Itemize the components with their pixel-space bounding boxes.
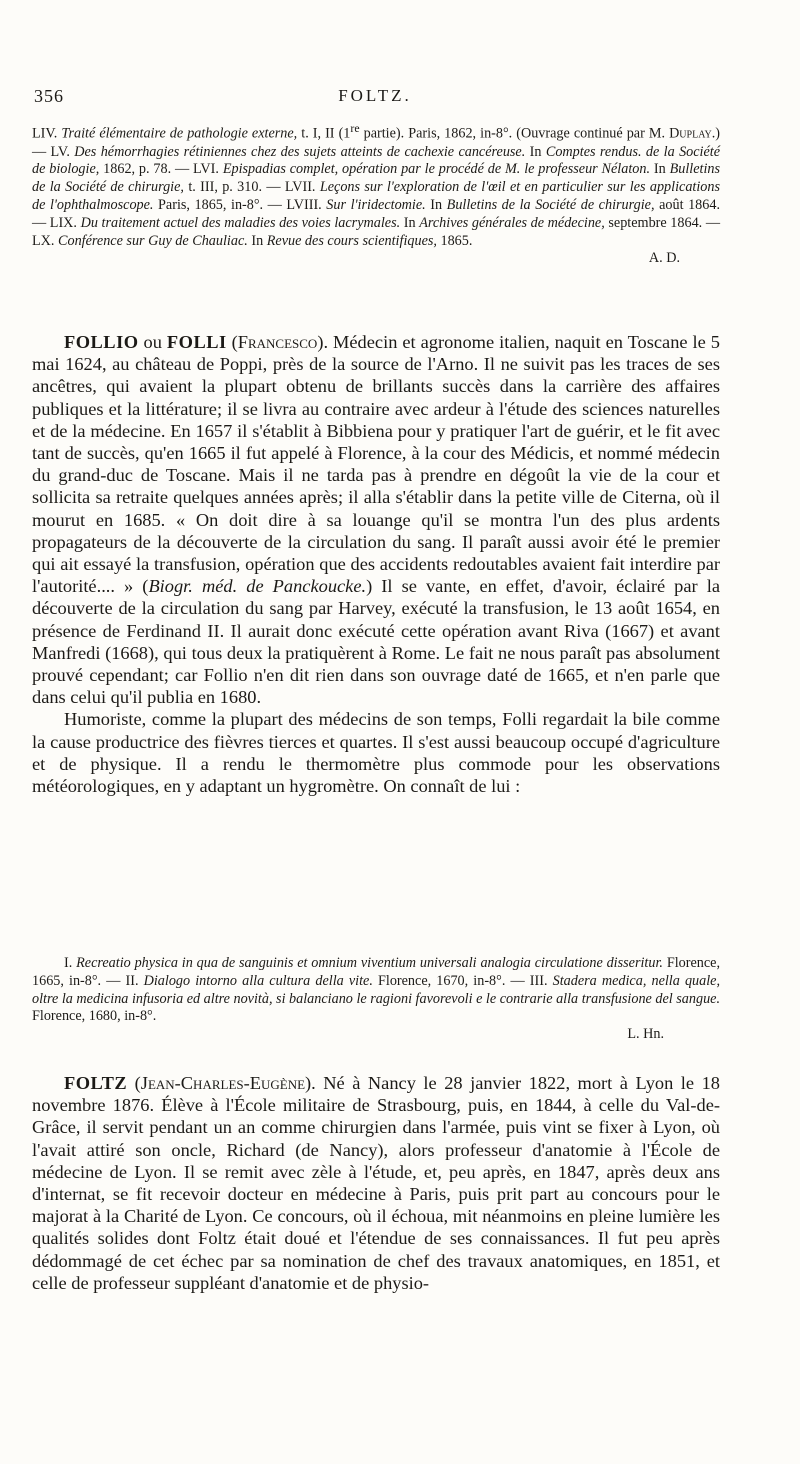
headword-follio: FOLLIO bbox=[64, 332, 139, 352]
follio-bibliography: I. Recreatio physica in qua de sanguinis et omnium viventium universali analogia circulatione disseritur. Florence, 1665, in-8°. — II. Dialogo intorno alla cultura della vite. Florence, 1670, in-8°. — III. Stadera medica, nella quale, oltre la medicina infusoria ed altre novità, si balanciano le ragioni favorevoli e le contrarie alla transfusione del sangue. Florence, 1680, in-8°. L. Hn. bbox=[32, 955, 721, 1043]
entry-foltz: FOLTZ (Jean-Charles-Eugène). Né à Nancy le 28 janvier 1822, mort à Lyon le 18 novembre 1876. Élève à l'École militaire de Strasbourg, puis, en 1844, à celle du Val-de-Grâce, il servit pendant un an comme chirurgien dans l'armée, puis vint se fixer à Lyon, où l'avait attiré son oncle, Richard (de Nancy), alors professeur d'anatomie à l'École de médecine de Lyon. Il se remit avec zèle à l'étude, et, peu après, en 1847, après deux ans d'internat, se fit recevoir docteur en médecine à Paris, puis prit part au concours pour le majorat à la Charité de Lyon. Ce concours, où il échoua, mit néanmoins en pleine lumière les qualités solides dont Foltz était doué et l'étendue de ses connaissances. Il fut peu après dédommagé de cet échec par sa nomination de chef des travaux anatomiques, en 1851, et celle de professeur suppléant d'anatomie et de physio- bbox=[32, 1073, 720, 1293]
page-number: 356 bbox=[34, 86, 64, 106]
paragraph-follio-2: Humoriste, comme la plupart des médecins de son temps, Folli regardait la bile comme la cause productrice des fièvres tierces et quartes. Il s'est aussi beaucoup occupé d'agriculture et de physique. Il a rendu le thermomètre plus commode pour les observations météorologiques, en y adaptant un hygromètre. On connaît de lui : bbox=[32, 709, 720, 797]
entry-follio: FOLLIO ou FOLLI (Francesco). Médecin et agronome italien, naquit en Toscane le 5 mai 1624, au château de Poppi, près de la source de l'Arno. Il ne suivit pas les traces de ses ancêtres, qui avaient la plupart obtenu de brillants succès dans la carrière des affaires publiques et la littérature; il se livra au contraire avec ardeur à l'étude des sciences naturelles et de la médecine. En 1657 il s'établit à Bibbiena pour y pratiquer l'art de guérir, et le fit avec tant de succès, qu'en 1665 il fut appelé à Florence, à la cour des Médicis, et nommé médecin du grand-duc de Toscane. Mais il ne tarda pas à prendre en dégoût la vie de la cour et sollicita sa retraite quelques années après; il alla s'établir dans la petite ville de Citerna, où il mourut en 1685. « On doit dire à sa louange qu'il se montra l'un des plus ardents propagateurs de la découverte de la circulation du sang. Il paraît aussi avoir été le premier qui ait essayé la transfusion, opération que des accidents redoutables avaient fait interdire par l'autorité.... » (Biogr. méd. de Panckoucke.) Il se vante, en effet, d'avoir, éclairé par la découverte de la circulation du sang par Harvey, exécuté la transfusion, le 13 août 1654, en présence de Ferdinand II. Il aurait donc exécuté cette opération avant Riva (1667) et avant Manfredi (1668), qui tous deux la pratiquèrent à Rome. Le fait ne nous paraît pas absolument prouvé cependant; car Follio n'en dit rien dans son ouvrage daté de 1665, et n'en parle que dans celui qu'il publia en 1680. Humoriste, comme la plupart des médecins de son temps, Folli regardait la bile comme la cause productrice des fièvres tierces et quartes. Il s'est aussi beaucoup occupé d'agriculture et de physique. Il a rendu le thermomètre plus commode pour les observations météorologiques, en y adaptant un hygromètre. On connaît de lui : bbox=[32, 332, 720, 797]
headword-foltz: FOLTZ bbox=[64, 1073, 128, 1093]
foltz-bibliography-continued: LIV. Traité élémentaire de pathologie externe, t. I, II (1re partie). Paris, 1862, in-8°. (Ouvrage continué par M. Duplay.) — LV. Des hémorrhagies rétiniennes chez des sujets atteints de cachexie cancéreuse. In Comptes rendus. de la Société de biologie, 1862, p. 78. — LVI. Epispadias complet, opération par le procédé de M. le professeur Nélaton. In Bulletins de la Société de chirurgie, t. III, p. 310. — LVII. Leçons sur l'exploration de l'œil et en particulier sur les applications de l'ophthalmoscope. Paris, 1865, in-8°. — LVIII. Sur l'iridectomie. In Bulletins de la Société de chirurgie, août 1864. — LIX. Du traitement actuel des maladies des voies lacrymales. In Archives générales de médecine, septembre 1864. — LX. Conférence sur Guy de Chauliac. In Revue des cours scientifiques, 1865. A. D. bbox=[32, 121, 721, 267]
headword-folli: FOLLI bbox=[166, 332, 227, 352]
signature-ad: A. D. bbox=[648, 250, 680, 267]
running-title: FOLTZ. bbox=[338, 86, 412, 105]
signature-lhn: L. Hn. bbox=[627, 1026, 664, 1043]
page-header bbox=[34, 86, 716, 110]
